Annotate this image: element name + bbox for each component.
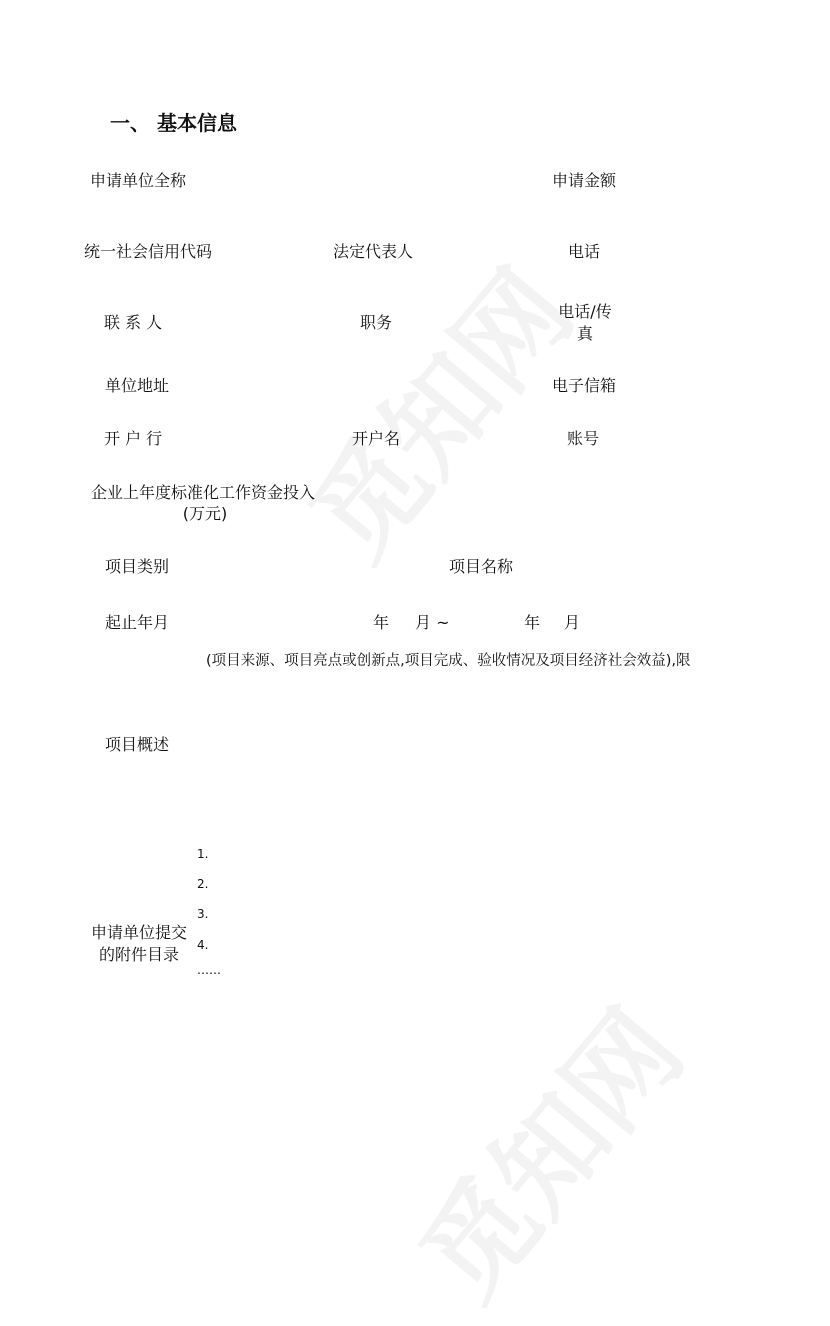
label-contact: 联 系 人 xyxy=(104,313,163,332)
attachment-item: …… xyxy=(197,963,221,977)
label-account-name: 开户名 xyxy=(352,429,401,448)
label-bank: 开 户 行 xyxy=(104,429,163,448)
period-month-2: 月 xyxy=(564,613,581,632)
label-phone: 电话 xyxy=(568,242,601,261)
label-project-name: 项目名称 xyxy=(449,557,514,576)
attachment-item: 4. xyxy=(197,938,209,952)
period-year-1: 年 xyxy=(373,613,390,632)
label-phone-fax-line1: 电话/传 xyxy=(558,302,612,321)
attachment-item: 1. xyxy=(197,847,209,861)
label-legal-rep: 法定代表人 xyxy=(333,242,414,261)
label-phone-fax-line2: 真 xyxy=(576,324,594,343)
section-title: 一、 基本信息 xyxy=(110,111,237,135)
label-attachments-line2: 的附件目录 xyxy=(98,945,180,964)
label-amount: 申请金额 xyxy=(552,171,617,190)
attachment-item: 3. xyxy=(197,907,209,921)
label-investment-line1: 企业上年度标准化工作资金投入 xyxy=(91,483,316,502)
label-period: 起止年月 xyxy=(105,613,170,632)
label-project-type: 项目类别 xyxy=(105,557,170,576)
label-account-no: 账号 xyxy=(567,429,600,448)
label-applicant-name: 申请单位全称 xyxy=(90,171,187,190)
period-year-2: 年 xyxy=(524,613,541,632)
period-month-1: 月 ~ xyxy=(415,613,450,632)
label-investment-line2: (万元) xyxy=(182,504,228,523)
attachment-item: 2. xyxy=(197,877,209,891)
label-attachments-line1: 申请单位提交 xyxy=(90,923,188,942)
watermark-bottom xyxy=(378,972,711,1326)
watermark-top xyxy=(268,232,601,586)
label-overview: 项目概述 xyxy=(105,735,170,754)
overview-hint: (项目来源、项目亮点或创新点,项目完成、验收情况及项目经济社会效益),限 xyxy=(206,653,691,669)
label-email: 电子信箱 xyxy=(552,376,617,395)
label-position: 职务 xyxy=(360,313,393,332)
label-credit-code: 统一社会信用代码 xyxy=(84,242,213,261)
label-address: 单位地址 xyxy=(105,376,170,395)
